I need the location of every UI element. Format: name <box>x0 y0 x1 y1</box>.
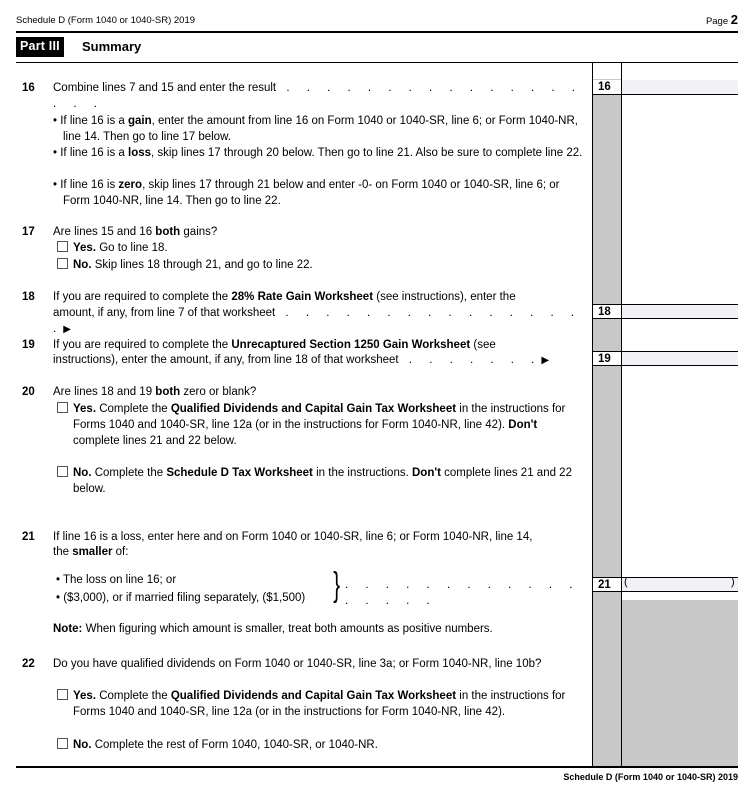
line-22-number: 22 <box>22 658 35 670</box>
part-label: Part III <box>16 37 64 57</box>
page-label: Page <box>705 16 729 27</box>
line-16-bullet-zero: • If line 16 is zero, skip lines 17 through 21 below and enter -0- on Form 1040 or 1040-SR, line 6; or Form 1040-NR, line 14. Then go to line 22. <box>53 179 560 207</box>
form-footer-id: Schedule D (Form 1040 or 1040-SR) 2019 <box>563 772 738 782</box>
line-19-number: 19 <box>22 339 35 351</box>
line-20-no-option: No. Complete the Schedule D Tax Worksheet in the instructions. Don't complete lines 21 and 22 below. <box>57 466 585 498</box>
line-17-question: Are lines 15 and 16 both gains? <box>53 226 218 238</box>
line-22-question: Do you have qualified dividends on Form 1040 or 1040-SR, line 3a; or Form 1040-NR, line 10b? <box>53 658 542 670</box>
form-header-id: Schedule D (Form 1040 or 1040-SR) 2019 <box>16 15 196 26</box>
page-number <box>706 11 738 29</box>
line-18-amount-field[interactable] <box>622 304 738 319</box>
line-22-yes-checkbox[interactable] <box>57 689 68 700</box>
line-21-number: 21 <box>22 531 35 543</box>
line-22-no-checkbox[interactable] <box>57 738 68 749</box>
line-20-no-checkbox[interactable] <box>57 466 68 477</box>
line-19-box-label: 19 <box>593 351 621 366</box>
line-16-number: 16 <box>22 82 35 94</box>
line-18-box-label: 18 <box>593 304 621 319</box>
line-17-number: 17 <box>22 226 35 238</box>
line-21-option-limit: • ($3,000), or if married filing separately, ($1,500) <box>56 592 306 604</box>
line-19-text: If you are required to complete the Unrecaptured Section 1250 Gain Worksheet (see <box>53 339 496 351</box>
line-21-open-paren: ( <box>624 576 628 588</box>
line-18-number: 18 <box>22 291 35 303</box>
line-21-box-label: 21 <box>593 577 621 592</box>
line-18-text: If you are required to complete the 28% Rate Gain Worksheet (see instructions), enter the <box>53 291 516 303</box>
line-22-yes-option: Yes. Complete the Qualified Dividends and Capital Gain Tax Worksheet in the instructions for Forms 1040 and 1040-SR, line 12a (or in the instructions for Form 1040-NR, line 42). <box>57 689 585 721</box>
line-20-number: 20 <box>22 386 35 398</box>
column-divider-2 <box>621 63 622 767</box>
page-number-value: 2 <box>730 12 738 27</box>
shaded-column <box>592 79 621 767</box>
line-19-amount-field[interactable] <box>622 351 738 366</box>
line-21-text-2: the smaller of: <box>53 546 129 558</box>
line-16-text: Combine lines 7 and 15 and enter the result . . . . . . . . . . . . . . . . . . <box>53 82 582 110</box>
line-19-text-2: instructions), enter the amount, if any, from line 18 of that worksheet . . . . . . .▶ <box>53 354 550 366</box>
line-16-box-label: 16 <box>593 80 621 95</box>
part-title: Summary <box>82 39 142 54</box>
shaded-amount-area <box>621 600 738 767</box>
line-21-text: If line 16 is a loss, enter here and on Form 1040 or 1040-SR, line 6; or Form 1040-NR, line 14, <box>53 531 533 543</box>
line-20-question: Are lines 18 and 19 both zero or blank? <box>53 386 257 398</box>
line-17-yes-checkbox[interactable] <box>57 241 68 252</box>
line-21-close-paren: ) <box>731 576 735 588</box>
line-21-option-loss: • The loss on line 16; or <box>56 574 177 586</box>
section-rule <box>16 62 738 63</box>
line-17-no-option: No. Skip lines 18 through 21, and go to line 22. <box>57 258 585 274</box>
column-divider <box>592 63 593 767</box>
line-16-bullet-loss: • If line 16 is a loss, skip lines 17 through 20 below. Then go to line 21. Also be sure to complete line 22. <box>53 147 583 159</box>
line-21-brace: } <box>333 566 341 604</box>
line-20-yes-option: Yes. Complete the Qualified Dividends and Capital Gain Tax Worksheet in the instructions for Forms 1040 and 1040-SR, line 12a (or in the instructions for Form 1040-NR, line 42). Don't complete lines 21 and 22 below. <box>57 402 585 450</box>
line-20-yes-checkbox[interactable] <box>57 402 68 413</box>
line-22-no-option: No. Complete the rest of Form 1040, 1040-SR, or 1040-NR. <box>57 738 585 754</box>
line-21-leader: . . . . . . . . . . . . . . . . . <box>345 579 580 607</box>
line-16-label: Combine lines 7 and 15 and enter the result <box>53 82 277 94</box>
line-21-amount-field[interactable] <box>622 577 738 592</box>
line-16-bullet-gain: • If line 16 is a gain, enter the amount from line 16 on Form 1040 or 1040-SR, line 6; or Form 1040-NR, line 14. Then go to line 17 below. <box>53 115 578 143</box>
line-21-note: Note: When figuring which amount is smaller, treat both amounts as positive numbers. <box>53 623 493 635</box>
footer-rule <box>16 766 738 768</box>
line-17-no-checkbox[interactable] <box>57 258 68 269</box>
line-17-yes-option: Yes. Go to line 18. <box>57 241 585 257</box>
header-rule <box>16 31 738 33</box>
line-18-text-2: amount, if any, from line 7 of that worksheet . . . . . . . . . . . . . . . .▶ <box>53 307 582 335</box>
line-16-amount-field[interactable] <box>622 80 738 95</box>
